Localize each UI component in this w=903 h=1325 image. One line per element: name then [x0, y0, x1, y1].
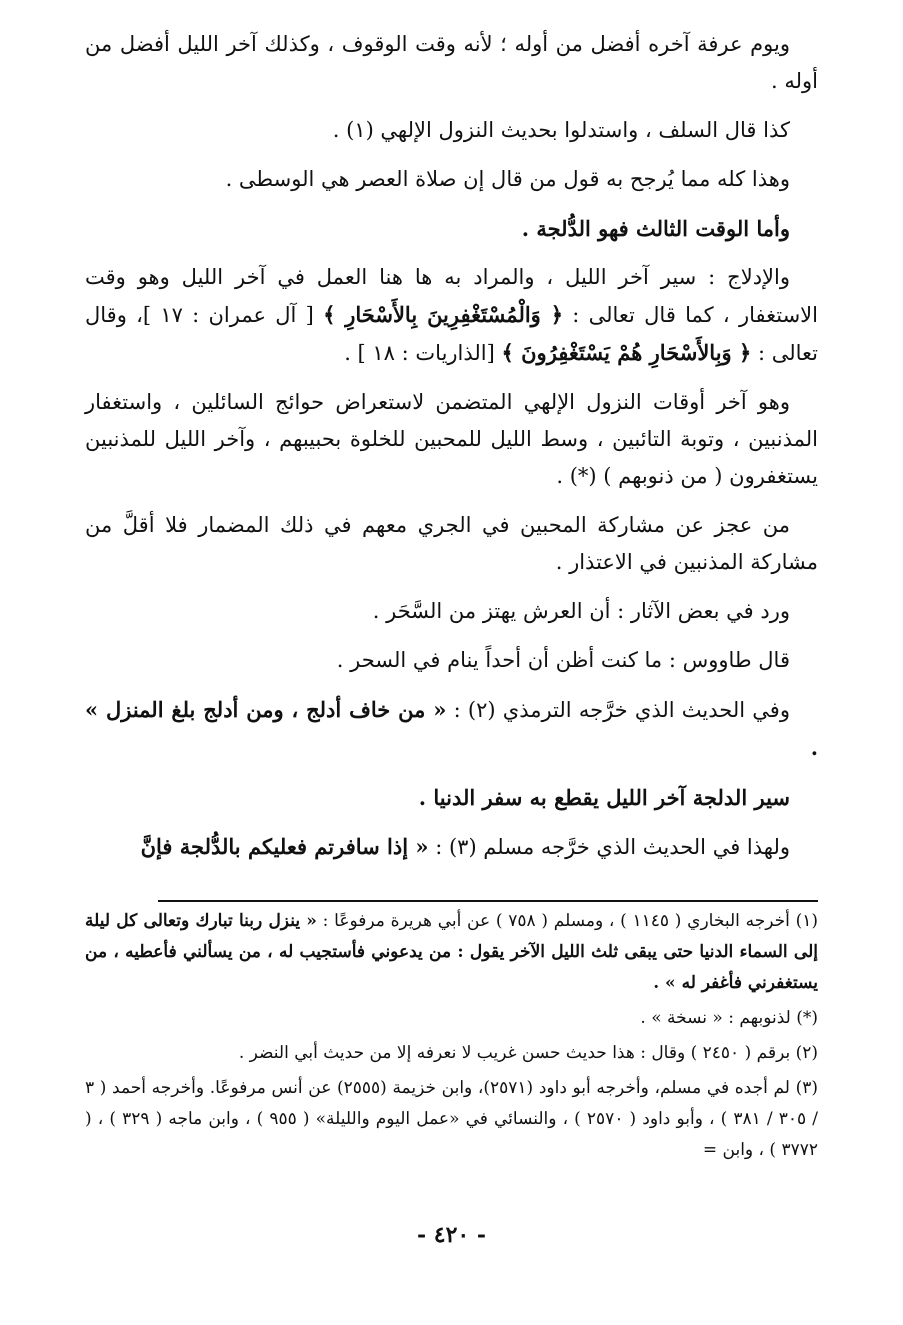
muslim-intro: ولهذا في الحديث الذي خرَّجه مسلم (٣) : — [428, 835, 790, 859]
paragraph-arsh: ورد في بعض الآثار : أن العرش يهتز من السَّحَر . — [372, 599, 790, 623]
quran-verse-al-imran: ﴿ وَالْمُسْتَغْفِرِينَ بِالأَسْحَارِ ﴾ — [323, 302, 564, 327]
tirmidhi-intro: وفي الحديث الذي خرَّجه الترمذي (٢) : — [446, 698, 790, 722]
paragraph-arafah: ويوم عرفة آخره أفضل من أوله ؛ لأنه وقت الوقوف ، وكذلك آخر الليل أفضل من أوله . — [85, 32, 818, 93]
page-body — [85, 26, 818, 878]
quran-verse-adh-dhariyat: ﴿ وَبِالأَسْحَارِ هُمْ يَسْتَغْفِرُونَ ﴾ — [501, 340, 752, 365]
page-number: - ٤٢٠ - — [416, 1222, 487, 1248]
paragraph-tawus: قال طاووس : ما كنت أظن أن أحداً ينام في السحر . — [336, 648, 790, 672]
footnote-2: (٢) برقم ( ٢٤٥٠ ) وقال : هذا حديث حسن غريب لا نعرفه إلا من حديث أبي النضر . — [238, 1043, 818, 1063]
paragraph-idlaj — [85, 259, 818, 372]
footnote-1 — [85, 906, 818, 999]
paragraph-wusta: وهذا كله مما يُرجح به قول من قال إن صلاة العصر هي الوسطى . — [225, 167, 790, 191]
idlaj-text-c: [الذاريات : ١٨ ] . — [344, 341, 502, 365]
paragraph-muslim-hadith — [85, 828, 818, 866]
muslim-hadith-text: « إذا سافرتم فعليكم بالدُّلجة فإنَّ — [140, 834, 429, 859]
paragraph-third-time-heading: وأما الوقت الثالث فهو الدُّلجة . — [521, 216, 790, 241]
tirmidhi-hadith-text: « من خاف أدلج ، ومن أدلج بلغ المنزل » . — [85, 697, 818, 760]
paragraph-tirmidhi-hadith — [85, 691, 818, 767]
footnote-star: (*) لذنوبهم : « نسخة » . — [640, 1008, 818, 1028]
idlaj-text-a: والإدلاج : سير آخر الليل ، والمراد به ها هنا العمل في آخر الليل وهو وقت الاستغفار ، كما قال تعالى : — [85, 265, 818, 327]
footnotes — [85, 906, 818, 1170]
footnote-1-source: (١) أخرجه البخاري ( ١١٤٥ ) ، ومسلم ( ٧٥٨ ) عن أبي هريرة مرفوعًا : — [316, 911, 818, 931]
paragraph-salaf: كذا قال السلف ، واستدلوا بحديث النزول الإلهي (١) . — [332, 118, 790, 142]
paragraph-dulja-journey: سير الدلجة آخر الليل يقطع به سفر الدنيا . — [418, 785, 790, 810]
footnote-1-hadith: « ينزل ربنا تبارك وتعالى كل ليلة إلى السماء الدنيا حتى يبقى ثلث الليل الآخر يقول : من يدعوني فأستجيب له ، من يسألني فأعطيه ، من يستغفرني فأغفر له » . — [85, 911, 818, 993]
paragraph-musharaka: من عجز عن مشاركة المحبين في الجري معهم في ذلك المضمار فلا أقلَّ من مشاركة المذنبين في الاعتذار . — [85, 513, 818, 574]
footnote-separator — [158, 900, 818, 902]
idlaj-text-b: [ آل عمران : ١٧ ]، وقال تعالى : — [85, 303, 818, 365]
footnote-3: (٣) لم أجده في مسلم، وأخرجه أبو داود (٢٥٧١)، وابن خزيمة (٢٥٥٥) عن أنس مرفوعًا. وأخرجه أحمد ( ٣ / ٣٠٥ / ٣٨١ ) ، وأبو داود ( ٢٥٧٠ ) ، والنسائي في «عمل اليوم والليلة» ( ٩٥٥ ) ، وابن ماجه ( ٣٢٩ ) ، ( ٣٧٧٢ ) ، وابن = — [85, 1078, 818, 1160]
paragraph-nuzul-times: وهو آخر أوقات النزول الإلهي المتضمن لاستعراض حوائج السائلين ، واستغفار المذنبين ، وتوبة التائبين ، وسط الليل للمحبين للخلوة بحبيبهم ، وآخر الليل للمذنبين يستغفرون ( من ذنوبهم ) (*) . — [85, 390, 818, 488]
